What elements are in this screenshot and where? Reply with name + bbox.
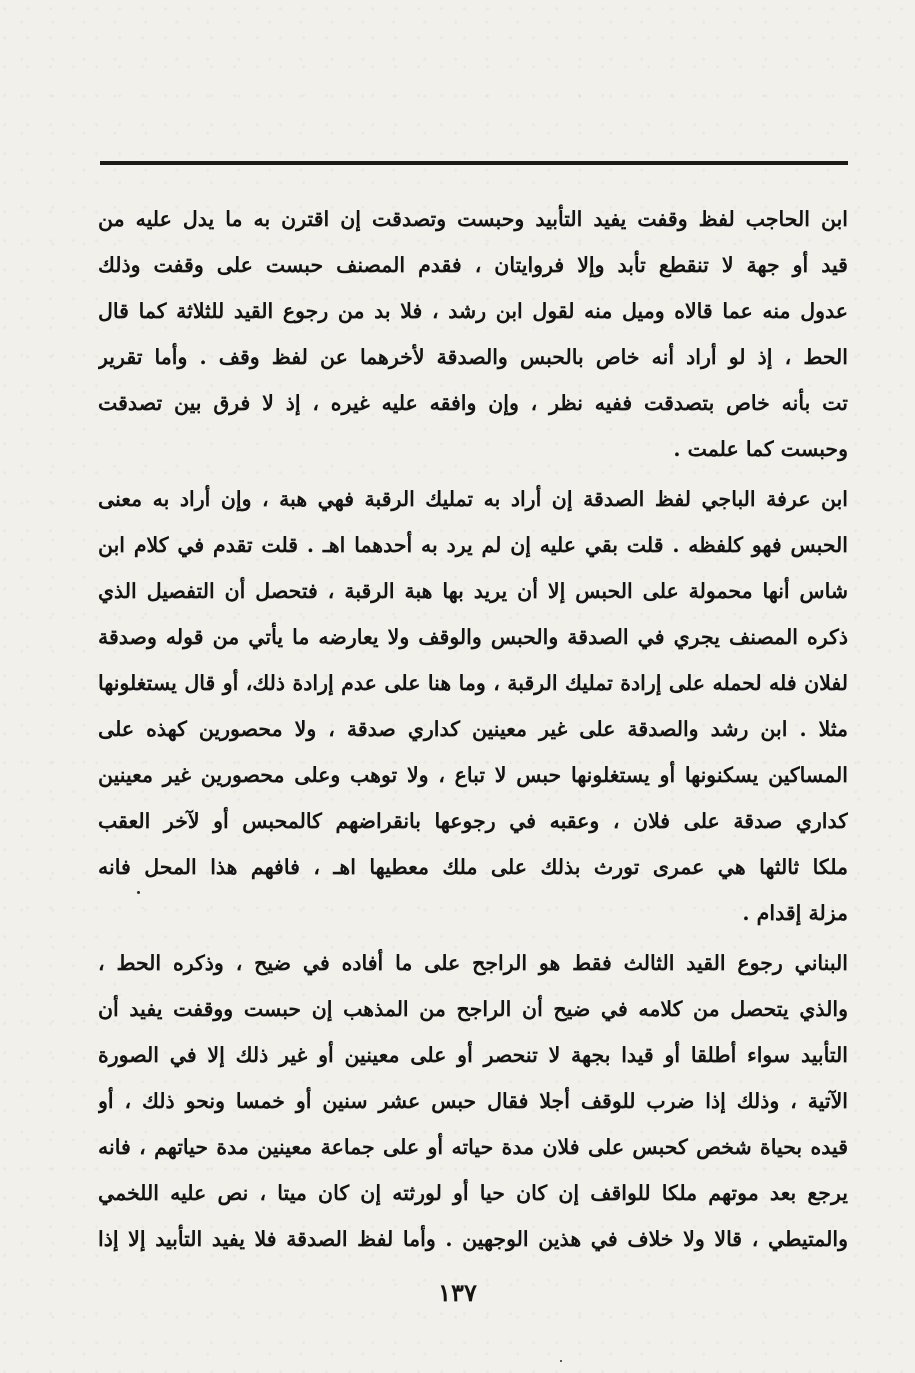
scan-speck: [560, 1360, 562, 1362]
paragraph-1: [98, 196, 848, 472]
text-line: لفلان فله لحمله على إرادة تمليك الرقبة ، وما هنا على عدم إرادة ذلك، أو قال يستغلونها: [98, 671, 848, 695]
text-line: الحط ، إذ لو أراد أنه خاص بالحبس والصدقة لأخرهما عن لفظ وقف . وأما تقرير: [98, 345, 848, 369]
text-line: ملكا ثالثها هي عمرى تورث بذلك على ملك معطيها اهـ ، فافهم هذا المحل فانه: [98, 855, 848, 879]
text-line: شاس أنها محمولة على الحبس إلا أن يريد بها هبة الرقبة ، فتحصل أن التفصيل الذي: [98, 579, 848, 603]
text-line: الحبس فهو كلفظه . قلت بقي عليه إن لم يرد به أحدهما اهـ . قلت تقدم في كلام ابن: [98, 533, 848, 557]
page-number: ١٣٧: [438, 1278, 477, 1307]
text-line: التأبيد سواء أطلقا أو قيدا بجهة لا تنحصر أو على معينين أو غير ذلك إلا في الصورة: [98, 1043, 848, 1067]
text-line: ابن الحاجب لفظ وقفت يفيد التأبيد وحبست وتصدقت إن اقترن به ما يدل عليه من: [98, 207, 848, 231]
text-line: قيده بحياة شخص كحبس على فلان مدة حياته أو على جماعة معينين مدة حياتهم ، فانه: [98, 1135, 848, 1159]
text-line: كداري صدقة على فلان ، وعقبه في رجوعها بانقراضهم كالمحبس أو لآخر العقب: [98, 809, 848, 833]
text-line: ذكره المصنف يجري في الصدقة والحبس والوقف ولا يعارضه ما يأتي من قوله وصدقة: [98, 625, 848, 649]
body-text: [98, 196, 848, 1262]
text-line: المساكين يسكنونها أو يستغلونها حبس لا تباع ، ولا توهب وعلى محصورين غير معينين: [98, 763, 848, 787]
text-line: عدول منه عما قالاه وميل منه لقول ابن رشد ، فلا بد من رجوع القيد للثلاثة كما قال: [98, 299, 848, 323]
text-line: والمتيطي ، قالا ولا خلاف في هذين الوجهين . وأما لفظ الصدقة فلا يفيد التأبيد إلا إذا: [98, 1227, 848, 1251]
text-line: مثلا . ابن رشد والصدقة على غير معينين كداري صدقة ، ولا محصورين كهذه على: [98, 717, 848, 741]
header-rule: [100, 161, 848, 165]
text-line: مزلة إقدام .: [742, 901, 848, 925]
paragraph-3: [98, 940, 848, 1262]
text-line: وحبست كما علمت .: [673, 437, 848, 461]
text-line: والذي يتحصل من كلامه في ضيح أن الراجح من المذهب إن حبست ووقفت يفيد أن: [98, 997, 848, 1021]
text-line: البناني رجوع القيد الثالث فقط هو الراجح على ما أفاده في ضيح ، وذكره الحط ،: [98, 951, 848, 975]
scan-speck: [137, 891, 140, 894]
paragraph-2: [98, 476, 848, 936]
text-line: الآتية ، وذلك إذا ضرب للوقف أجلا فقال حبس عشر سنين أو خمسا ونحو ذلك ، أو: [98, 1089, 848, 1113]
text-line: قيد أو جهة لا تنقطع تأبد وإلا فروايتان ، فقدم المصنف حبست على وقفت وذلك: [98, 253, 848, 277]
text-line: يرجع بعد موتهم ملكا للواقف إن كان حيا أو لورثته إن كان ميتا ، نص عليه اللخمي: [98, 1181, 848, 1205]
text-line: ابن عرفة الباجي لفظ الصدقة إن أراد به تمليك الرقبة فهي هبة ، وإن أراد به معنى: [98, 487, 848, 511]
text-line: تت بأنه خاص بتصدقت ففيه نظر ، وإن وافقه عليه غيره ، إذ لا فرق بين تصدقت: [98, 391, 848, 415]
